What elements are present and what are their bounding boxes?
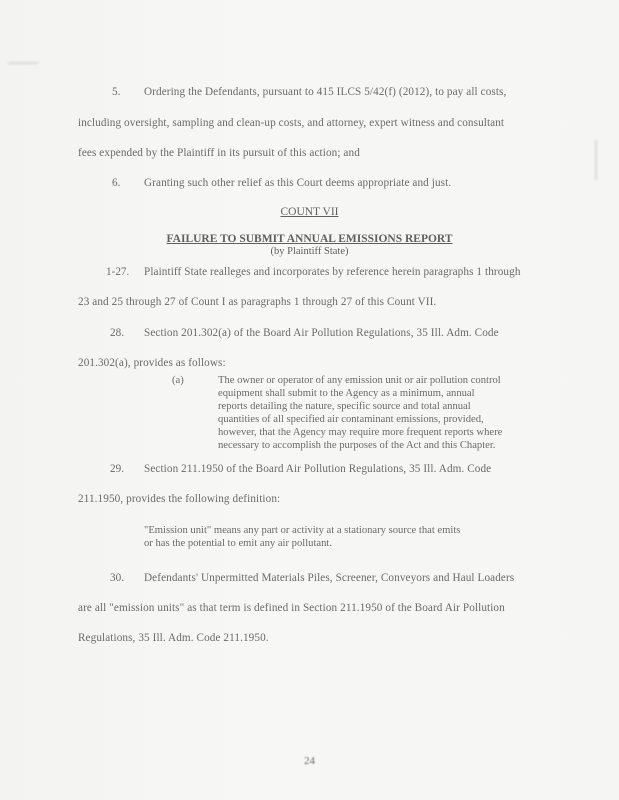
text-line: including oversight, sampling and clean-up costs, and attorney, expert witness and consultant [78,117,505,129]
page-number: 24 [304,755,315,767]
text-line: Section 201.302(a) of the Board Air Pollution Regulations, 35 Ill. Adm. Code [144,327,499,339]
item-number: 6. [112,177,121,189]
text-line: 23 and 25 through 27 of Count I as paragraphs 1 through 27 of this Count VII. [78,296,437,308]
text-line: are all "emission units" as that term is defined in Section 211.1950 of the Board Air Pollution [78,602,505,614]
item-number: 5. [112,86,121,98]
count-title: COUNT VII [280,206,339,218]
text-line: Granting such other relief as this Court deems appropriate and just. [144,177,452,189]
text-line: 201.302(a), provides as follows: [78,357,226,369]
scan-speck [595,140,597,180]
text-line: Ordering the Defendants, pursuant to 415 ILCS 5/42(f) (2012), to pay all costs, [144,86,507,98]
quote-line: however, that the Agency may require more frequent reports where [218,427,503,438]
quote-line: quantities of all specified air contaminant emissions, provided, [218,414,484,425]
count-party: (by Plaintiff State) [270,246,349,257]
block-quote [144,524,460,550]
text-line: fees expended by the Plaintiff in its pursuit of this action; and [78,147,360,159]
paragraph-number: 1-27. [106,266,130,278]
scan-speck [8,62,38,64]
quote-line: The owner or operator of any emission unit or air pollution control [218,375,501,386]
text-line: 211.1950, provides the following definition: [78,493,281,505]
block-quote [218,374,502,452]
text-line: Plaintiff State realleges and incorporates by reference herein paragraphs 1 through [144,266,521,278]
paragraph-number: 29. [110,463,124,475]
quote-line: or has the potential to emit any air pollutant. [144,538,332,549]
quote-line: "Emission unit" means any part or activity at a stationary source that emits [144,525,461,536]
count-subtitle: FAILURE TO SUBMIT ANNUAL EMISSIONS REPORT [166,233,453,245]
text-line: Defendants' Unpermitted Materials Piles, Screener, Conveyors and Haul Loaders [144,572,515,584]
text-line: Section 211.1950 of the Board Air Pollution Regulations, 35 Ill. Adm. Code [144,463,492,475]
quote-line: reports detailing the nature, specific source and total annual [218,401,471,412]
text-line: Regulations, 35 Ill. Adm. Code 211.1950. [78,632,269,644]
quote-line: equipment shall submit to the Agency as a minimum, annual [218,388,475,399]
paragraph-number: 30. [110,572,124,584]
paragraph-number: 28. [110,327,124,339]
quote-line: necessary to accomplish the purposes of the Act and this Chapter. [218,440,496,451]
quote-label: (a) [172,375,184,386]
